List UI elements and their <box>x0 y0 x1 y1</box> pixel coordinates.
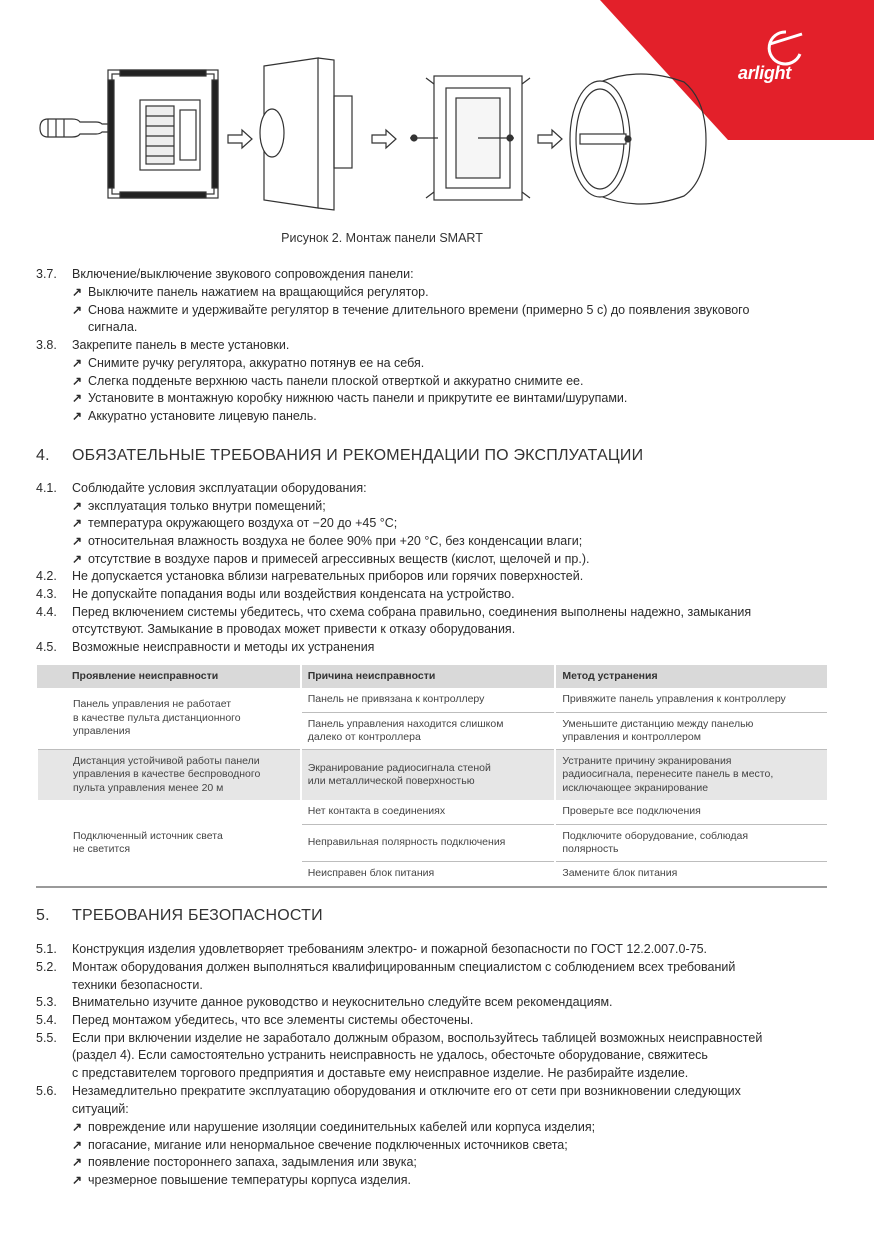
table-cell-cause: Экранирование радиосигнала стеной или металлической поверхностью <box>301 750 556 801</box>
table-cell-cause: Панель управления находится слишком далеко от контроллера <box>301 713 556 750</box>
paragraph: Конструкция изделия удовлетворяет требованиям электро- и пожарной безопасности по ГОСТ 12.2.007.0-75. <box>72 942 707 956</box>
arrow-bullet-icon: ↗ <box>72 356 83 370</box>
column-header: Метод устранения <box>555 665 827 688</box>
paragraph: Не допускайте попадания воды или воздействия конденсата на устройство. <box>72 587 515 601</box>
panel-back-icon <box>108 70 218 198</box>
panel-knob-icon <box>260 58 352 210</box>
arrow-bullet-icon: ↗ <box>72 1138 83 1152</box>
table-row <box>37 750 827 801</box>
list-item: эксплуатация только внутри помещений; <box>88 499 326 513</box>
section-number: 3.8. <box>36 338 57 352</box>
arrow-bullet-icon: ↗ <box>72 374 83 388</box>
arrow-bullet-icon: ↗ <box>72 1120 83 1134</box>
faults-table <box>36 665 827 888</box>
arrow-bullet-icon: ↗ <box>72 285 83 299</box>
section-number: 5.2. <box>36 960 57 974</box>
column-header: Причина неисправности <box>301 665 556 688</box>
table-cell-cause: Неисправен блок питания <box>301 862 556 888</box>
table-cell-symptom: Дистанция устойчивой работы панели управления в качестве беспроводного пульта управления менее 20 м <box>37 750 301 801</box>
section-number: 4.3. <box>36 587 57 601</box>
arrow-bullet-icon: ↗ <box>72 1173 83 1187</box>
table-cell-cause: Нет контакта в соединениях <box>301 800 556 825</box>
list-item: Слегка подденьте верхнюю часть панели плоской отверткой и аккуратно снимите ее. <box>88 374 584 388</box>
paragraph: Соблюдайте условия эксплуатации оборудования: <box>72 481 367 495</box>
paragraph: Перед монтажом убедитесь, что все элементы системы обесточены. <box>72 1013 474 1027</box>
section-number: 4.4. <box>36 605 57 619</box>
table-cell-fix: Проверьте все подключения <box>555 800 827 825</box>
table-cell-cause: Неправильная полярность подключения <box>301 825 556 862</box>
arrow-right-icon <box>372 130 396 148</box>
mounting-figure <box>0 0 874 225</box>
table-cell-symptom: Подключенный источник света не светится <box>37 800 301 887</box>
paragraph-continued: техники безопасности. <box>72 978 203 992</box>
table-row <box>37 800 827 825</box>
paragraph: Незамедлительно прекратите эксплуатацию оборудования и отключите его от сети при возникновении следующих <box>72 1084 741 1098</box>
section-number: 5.3. <box>36 995 57 1009</box>
list-item: Аккуратно установите лицевую панель. <box>88 409 317 423</box>
paragraph-continued: с представителем торгового предприятия и доставьте ему неисправное изделие. Не разбирайте изделие. <box>72 1066 689 1080</box>
column-header: Проявление неисправности <box>37 665 301 688</box>
paragraph: Не допускается установка вблизи нагревательных приборов или горячих поверхностей. <box>72 569 584 583</box>
paragraph: Внимательно изучите данное руководство и неукоснительно следуйте всем рекомендациям. <box>72 995 613 1009</box>
table-cell-fix: Уменьшите дистанцию между панелью управления и контроллером <box>555 713 827 750</box>
arrow-bullet-icon: ↗ <box>72 552 83 566</box>
arrow-bullet-icon: ↗ <box>72 516 83 530</box>
mounting-box-icon <box>570 74 706 204</box>
section-number: 5.1. <box>36 942 57 956</box>
list-item-continued: сигнала. <box>88 320 138 334</box>
paragraph: Возможные неисправности и методы их устранения <box>72 640 375 654</box>
arrow-bullet-icon: ↗ <box>72 391 83 405</box>
paragraph-continued: отсутствуют. Замыкание в проводах может привести к отказу оборудования. <box>72 622 516 636</box>
section-number: 4.5. <box>36 640 57 654</box>
paragraph: Если при включении изделие не заработало должным образом, воспользуйтесь таблицей возможных неисправностей <box>72 1031 763 1045</box>
section-number: 5.5. <box>36 1031 57 1045</box>
paragraph: Перед включением системы убедитесь, что схема собрана правильно, соединения выполнены надежно, замыкания <box>72 605 752 619</box>
section-number: 3.7. <box>36 267 57 281</box>
list-item: появление постороннего запаха, задымления или звука; <box>88 1155 417 1169</box>
brand-logo: arlight <box>738 63 791 83</box>
section-heading: ТРЕБОВАНИЯ БЕЗОПАСНОСТИ <box>72 907 323 924</box>
arrow-right-icon <box>228 130 252 148</box>
table-row <box>37 688 827 713</box>
list-item: относительная влажность воздуха не более 90% при +20 °C, без конденсации влаги; <box>88 534 583 548</box>
arrow-bullet-icon: ↗ <box>72 1155 83 1169</box>
paragraph-continued: ситуаций: <box>72 1102 129 1116</box>
section-number: 4.1. <box>36 481 57 495</box>
mounting-frame-icon <box>410 76 530 200</box>
heading-number: 4. <box>36 447 50 464</box>
arrow-bullet-icon: ↗ <box>72 499 83 513</box>
paragraph-continued: (раздел 4). Если самостоятельно устранить неисправность не удалось, обесточьте оборудование, свяжитесь <box>72 1048 708 1062</box>
table-cell-fix: Устраните причину экранирования радиосигнала, перенесите панель в место, исключающее экранирование <box>555 750 827 801</box>
table-header-row <box>37 665 827 688</box>
table-cell-fix: Подключите оборудование, соблюдая полярность <box>555 825 827 862</box>
list-item: отсутствие в воздухе паров и примесей агрессивных веществ (кислот, щелочей и пр.). <box>88 552 590 566</box>
section-number: 5.4. <box>36 1013 57 1027</box>
list-item: Установите в монтажную коробку нижнюю часть панели и прикрутите ее винтами/шурупами. <box>88 391 628 405</box>
figure-caption: Рисунок 2. Монтаж панели SMART <box>281 231 483 245</box>
section-number: 4.2. <box>36 569 57 583</box>
list-item: погасание, мигание или ненормальное свечение подключенных источников света; <box>88 1138 568 1152</box>
arrow-right-icon <box>538 130 562 148</box>
section-number: 5.6. <box>36 1084 57 1098</box>
list-item: повреждение или нарушение изоляции соединительных кабелей или корпуса изделия; <box>88 1120 596 1134</box>
list-item: чрезмерное повышение температуры корпуса изделия. <box>88 1173 412 1187</box>
list-item: Выключите панель нажатием на вращающийся регулятор. <box>88 285 429 299</box>
section-heading: ОБЯЗАТЕЛЬНЫЕ ТРЕБОВАНИЯ И РЕКОМЕНДАЦИИ ПО ЭКСПЛУАТАЦИИ <box>72 447 644 464</box>
arrow-bullet-icon: ↗ <box>72 303 83 317</box>
section-title: Закрепите панель в месте установки. <box>72 338 290 352</box>
list-item: Снимите ручку регулятора, аккуратно потянув ее на себя. <box>88 356 425 370</box>
list-item: Снова нажмите и удерживайте регулятор в течение длительного времени (примерно 5 с) до появления звукового <box>88 303 750 317</box>
table-cell-fix: Привяжите панель управления к контроллеру <box>555 688 827 713</box>
list-item: температура окружающего воздуха от −20 до +45 °C; <box>88 516 398 530</box>
section-title: Включение/выключение звукового сопровождения панели: <box>72 267 414 281</box>
arrow-bullet-icon: ↗ <box>72 409 83 423</box>
paragraph: Монтаж оборудования должен выполняться квалифицированным специалистом с соблюдением всех требований <box>72 960 736 974</box>
table-cell-symptom: Панель управления не работает в качестве пульта дистанционного управления <box>37 688 301 750</box>
heading-number: 5. <box>36 907 50 924</box>
arrow-bullet-icon: ↗ <box>72 534 83 548</box>
table-cell-fix: Замените блок питания <box>555 862 827 888</box>
table-cell-cause: Панель не привязана к контроллеру <box>301 688 556 713</box>
